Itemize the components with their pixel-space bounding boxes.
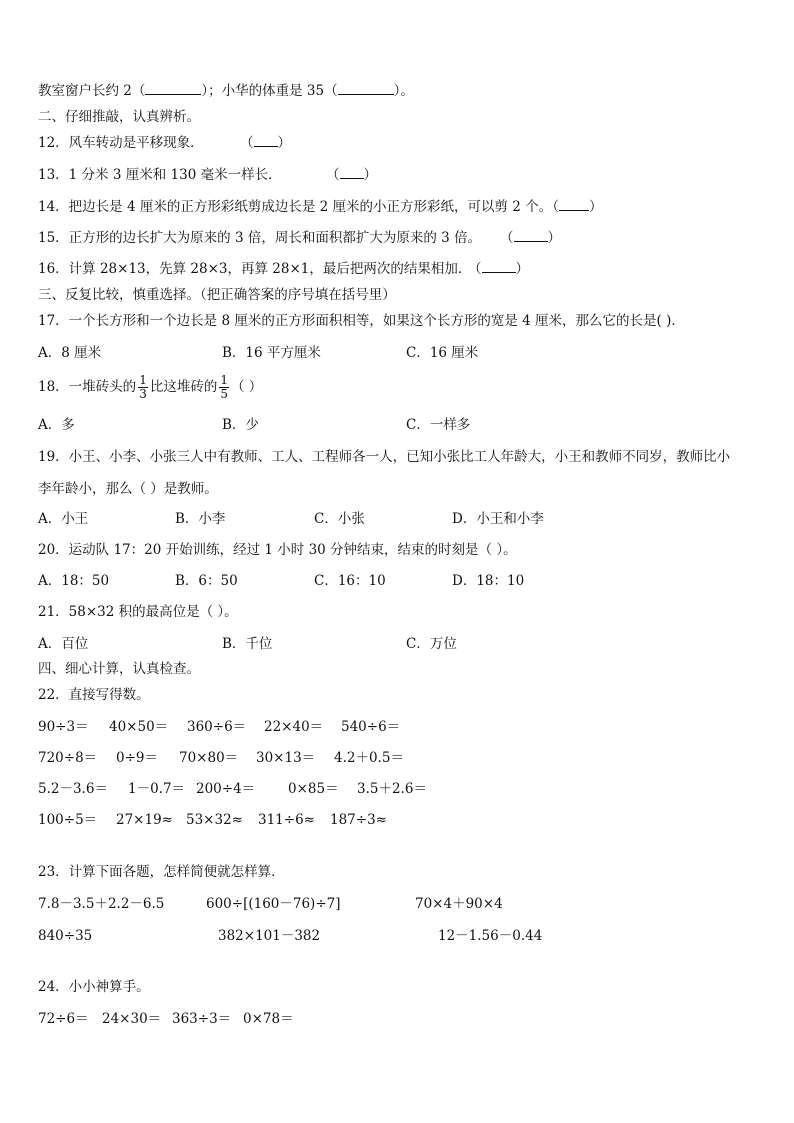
option-c[interactable]: C．16 厘米	[406, 345, 479, 361]
question-21: 21．58×32 积的最高位是（ ）。	[38, 604, 238, 620]
question-18: 18．一堆砖头的 $\frac{1}{3}$ 比这堆砖的 $\frac{1}{5}$ （ ）	[38, 373, 263, 401]
option-c[interactable]: C．小张	[314, 511, 365, 527]
option-d[interactable]: D．小王和小李	[452, 511, 544, 527]
question-19-line-2: 李年龄小，那么（ ）是教师。	[38, 481, 218, 497]
calc-item: 12－1.56－0.44	[438, 928, 543, 944]
calc-item: 600÷[(160－76)÷7]	[206, 896, 341, 912]
question-15: 15．正方形的边长扩大为原来的 3 倍，周长和面积都扩大为原来的 3 倍。	[38, 230, 482, 246]
calc-item: 100÷5＝	[38, 812, 98, 828]
calc-item: 70×80＝	[179, 750, 239, 766]
calc-item: 1－0.7＝	[128, 781, 186, 797]
calc-item: 3.5＋2.6＝	[357, 781, 427, 797]
question-12: 12．风车转动是平移现象．	[38, 135, 204, 151]
option-a[interactable]: A．18：50	[38, 573, 110, 589]
calc-item: 200÷4＝	[196, 781, 256, 797]
question-24: 24．小小神算手。	[38, 979, 150, 995]
fraction-one-fifth: $\frac{1}{5}$	[220, 373, 228, 401]
calc-item: 53×32≈	[186, 812, 243, 828]
question-16: 16．计算 28×13，先算 28×3，再算 28×1，最后把两次的结果相加．	[38, 261, 472, 277]
question-23: 23．计算下面各题，怎样简便就怎样算．	[38, 864, 285, 880]
question-20: 20．运动队 17：20 开始训练，经过 1 小时 30 分钟结束，结束的时刻是（ ）。	[38, 542, 517, 558]
calc-item: 4.2＋0.5＝	[334, 750, 404, 766]
question-17: 17．一个长方形和一个边长是 8 厘米的正方形面积相等，如果这个长方形的宽是 4 厘米，那么它的长是( )．	[38, 313, 685, 329]
calc-item: 40×50＝	[109, 719, 169, 735]
calc-item: 22×40＝	[264, 719, 324, 735]
calc-item: 720÷8＝	[38, 750, 98, 766]
answer-paren[interactable]: （ ）	[240, 135, 291, 151]
answer-paren[interactable]: （ ）	[500, 230, 561, 246]
option-a[interactable]: A．小王	[38, 511, 89, 527]
question-13: 13．1 分米 3 厘米和 130 毫米一样长．	[38, 167, 282, 183]
section-heading-3: 三、反复比较，慎重选择。（把正确答案的序号填在括号里）	[38, 287, 396, 303]
calc-item: 360÷6＝	[187, 719, 247, 735]
option-d[interactable]: D．18：10	[452, 573, 525, 589]
calc-item: 30×13＝	[256, 750, 316, 766]
calc-item: 311÷6≈	[258, 812, 315, 828]
option-a[interactable]: A．8 厘米	[38, 345, 102, 361]
calc-item: 0×85＝	[288, 781, 339, 797]
calc-item: 187÷3≈	[330, 812, 387, 828]
option-b[interactable]: B．小李	[175, 511, 226, 527]
option-b[interactable]: B．16 平方厘米	[222, 345, 321, 361]
calc-item: 382×101－382	[218, 928, 321, 944]
question-19-line-1: 19．小王、小李、小张三人中有教师、工人、工程师各一人，已知小张比工人年龄大，小王和教师不同岁，教师比小	[38, 449, 731, 465]
calc-item: 5.2－3.6＝	[38, 781, 108, 797]
answer-blank[interactable]	[559, 198, 589, 211]
answer-blank[interactable]	[338, 82, 394, 95]
section-heading-2: 二、仔细推敲，认真辨析。	[38, 109, 200, 125]
calc-item: 840÷35	[38, 928, 93, 944]
section-heading-4: 四、细心计算，认真检查。	[38, 661, 200, 677]
calc-item: 72÷6＝	[38, 1011, 89, 1027]
answer-blank[interactable]	[145, 82, 201, 95]
option-c[interactable]: C．万位	[406, 636, 457, 652]
option-b[interactable]: B．少	[222, 417, 259, 433]
question-14: 14．把边长是 4 厘米的正方形彩纸剪成边长是 2 厘米的小正方形彩纸，可以剪 2 个。（ ）	[38, 199, 603, 215]
option-c[interactable]: C．一样多	[406, 417, 471, 433]
calc-item: 90÷3＝	[38, 719, 89, 735]
answer-paren[interactable]: （ ）	[468, 261, 529, 277]
option-a[interactable]: A．百位	[38, 636, 89, 652]
option-c[interactable]: C．16：10	[314, 573, 386, 589]
question-22: 22．直接写得数。	[38, 687, 150, 703]
calc-item: 70×4＋90×4	[415, 896, 503, 912]
answer-paren[interactable]: （ ）	[326, 167, 377, 183]
answer-paren[interactable]: （ ）	[230, 379, 263, 395]
fraction-one-third: $\frac{1}{3}$	[139, 373, 147, 401]
line-window-weight: 教室窗户长约 2（ ）；小华的体重是 35（ ）。	[38, 83, 414, 99]
calc-item: 27×19≈	[116, 812, 173, 828]
calc-item: 7.8－3.5＋2.2－6.5	[38, 896, 165, 912]
calc-item: 0×78＝	[243, 1011, 294, 1027]
option-b[interactable]: B．6：50	[175, 573, 238, 589]
calc-item: 24×30＝	[102, 1011, 162, 1027]
calc-item: 540÷6＝	[341, 719, 401, 735]
option-a[interactable]: A．多	[38, 417, 75, 433]
calc-item: 0÷9＝	[116, 750, 158, 766]
option-b[interactable]: B．千位	[222, 636, 273, 652]
calc-item: 363÷3＝	[172, 1011, 232, 1027]
